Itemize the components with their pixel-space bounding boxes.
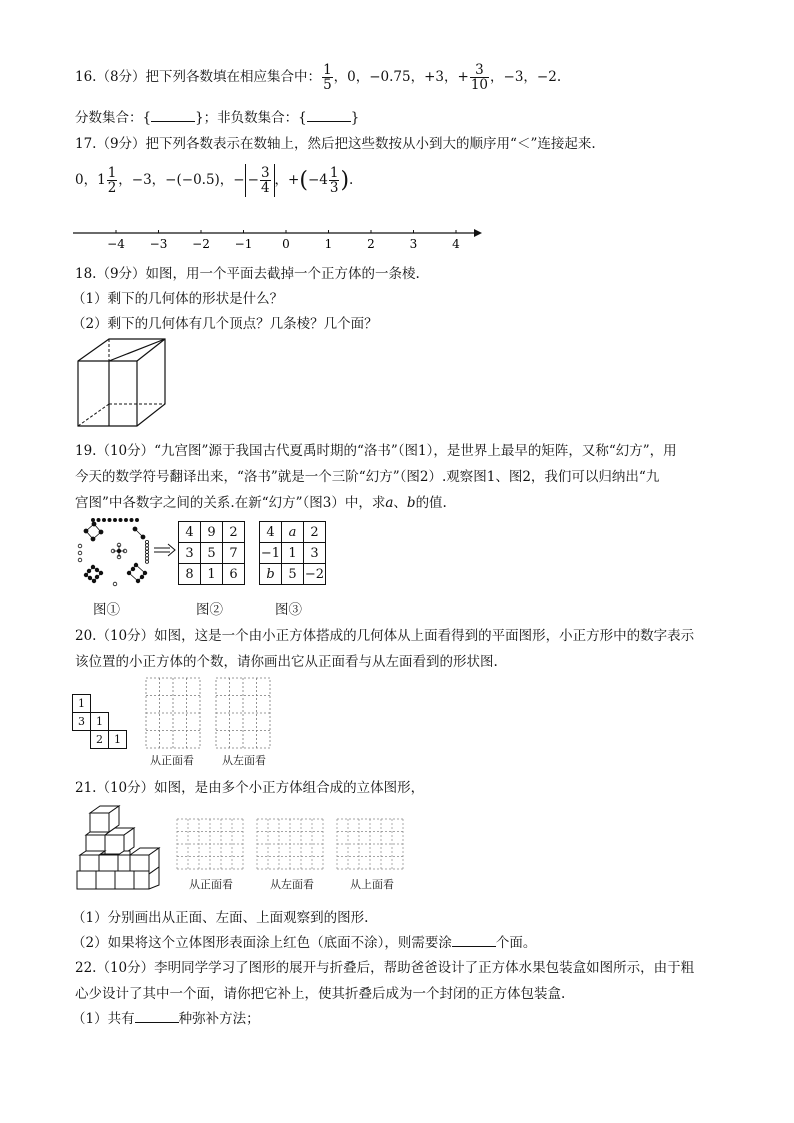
- dot: [145, 544, 148, 547]
- cell: 2: [90, 730, 109, 749]
- q17-numbers: [75, 164, 353, 197]
- magic-square-2: [178, 521, 245, 585]
- numerator: 1: [107, 165, 117, 181]
- text: 个面。: [495, 935, 537, 951]
- grid-cell: a: [282, 522, 304, 543]
- grid-left-view[interactable]: [215, 677, 271, 749]
- cell: 1: [108, 730, 127, 749]
- grid-cell: 4: [260, 522, 282, 543]
- grid-cell: 2: [304, 522, 326, 543]
- number-text: 0，1: [75, 172, 106, 189]
- dot: [145, 547, 148, 550]
- caption-front: 从正面看: [150, 754, 194, 767]
- grid-cell: 2: [223, 522, 245, 543]
- grid-top-view[interactable]: [336, 818, 406, 870]
- grid-cell: 7: [223, 543, 245, 564]
- abs-value: [245, 164, 275, 197]
- denominator: 4: [260, 180, 270, 197]
- number-text: ，+: [274, 172, 300, 189]
- denominator: 2: [107, 180, 117, 197]
- caption-fig2: 图②: [196, 602, 223, 618]
- q18-sub2: （2）剩下的几何体有几个顶点？几条棱？几个面？: [72, 316, 378, 332]
- text: 宫图”中各数字之间的关系.在新“幻方”（图3）中，求: [75, 495, 386, 511]
- denominator: 5: [323, 77, 332, 94]
- denominator: 3: [329, 180, 339, 197]
- luoshu-figure: [73, 515, 178, 590]
- tick-label: 2: [367, 237, 375, 251]
- answer-blank[interactable]: [307, 110, 351, 122]
- text: 、: [393, 495, 407, 511]
- grid-cell: 5: [201, 543, 223, 564]
- tick-label: 4: [452, 237, 460, 251]
- grid-cell: 6: [223, 564, 245, 585]
- numerator: 3: [260, 165, 270, 181]
- text: 的值.: [415, 495, 447, 511]
- dot: [145, 560, 148, 563]
- grid-cell: −2: [304, 564, 326, 585]
- fraction: [329, 166, 340, 195]
- q18-sub1: （1）剩下的几何体的形状是什么？: [72, 291, 284, 307]
- tick-label: −2: [192, 237, 210, 251]
- grid-cell: b: [260, 564, 282, 585]
- paren: ): [340, 168, 350, 194]
- text: （1）共有: [72, 1011, 135, 1027]
- caption-left: 从左面看: [222, 754, 266, 767]
- dot: [91, 518, 94, 521]
- cell: 3: [72, 712, 91, 731]
- q22-sub1: [72, 1007, 260, 1027]
- top-view-figure: [72, 694, 132, 748]
- grid-cell: 5: [282, 564, 304, 585]
- q19-line3: [75, 491, 447, 511]
- q16-sets: [75, 106, 359, 126]
- caption-left: 从左面看: [270, 878, 314, 891]
- tick-label: −3: [149, 237, 168, 251]
- tick-label: −4: [107, 237, 125, 251]
- grid-front-view[interactable]: [145, 677, 201, 749]
- q20-line1: 20.（10分）如图，这是一个由小正方体搭成的几何体从上面看得到的平面图形，小正方形中的数字表示: [75, 628, 695, 644]
- q16-numbers: ，−3，−2.: [490, 69, 562, 86]
- dot: [108, 518, 111, 521]
- q21-sub2: [72, 931, 536, 951]
- fraction: [260, 166, 271, 195]
- q22-line1: 22.（10分）李明同学学习了图形的展开与折叠后，帮助爸爸设计了正方体水果包装盒如图所示，由于粗: [75, 960, 695, 976]
- caption-front: 从正面看: [189, 878, 233, 891]
- magic-square-3: [259, 521, 326, 585]
- q16-head: 16.（8分）把下列各数填在相应集合中：: [75, 69, 322, 86]
- q22-line2: 心少设计了其中一个面，请你把它补上，使其折叠后成为一个封闭的正方体包装盒.: [75, 986, 566, 1002]
- grid-cell: 1: [282, 543, 304, 564]
- tick-label: 0: [282, 237, 290, 251]
- answer-blank[interactable]: [135, 1011, 179, 1023]
- set-label: }: [350, 110, 360, 126]
- grid-cell: 1: [201, 564, 223, 585]
- dot: [124, 518, 127, 521]
- q20-line2: 该位置的小正方体的个数，请你画出它从正面看与从左面看到的形状图.: [75, 654, 498, 670]
- caption-fig3: 图③: [275, 602, 302, 618]
- sign: −: [247, 172, 259, 189]
- numerator: 1: [323, 62, 332, 78]
- denominator: 10: [470, 77, 489, 94]
- text: （2）如果将这个立体图形表面涂上红色（底面不涂），则需要涂: [72, 935, 452, 951]
- grid-left-view[interactable]: [256, 818, 326, 870]
- caption-fig1: 图①: [93, 602, 120, 618]
- variable-a: a: [385, 495, 394, 511]
- set-label: }；非负数集合：{: [195, 110, 307, 126]
- dot: [145, 557, 148, 560]
- tick-label: 1: [324, 237, 333, 251]
- number-text: .: [349, 172, 354, 189]
- fraction: [322, 63, 333, 92]
- caption-top: 从上面看: [350, 878, 394, 891]
- dot: [102, 518, 105, 521]
- number-text: −4: [307, 172, 328, 189]
- grid-front-view[interactable]: [176, 818, 246, 870]
- dot: [119, 518, 122, 521]
- grid-cell: 4: [179, 522, 201, 543]
- answer-blank[interactable]: [151, 110, 195, 122]
- fraction: [470, 63, 489, 92]
- dot: [145, 540, 148, 543]
- number-text: ，−3，−(−0.5)，−: [118, 172, 245, 189]
- q19-line1: 19.（10分）“九宫图”源于我国古代夏禹时期的“洛书”（图1），是世界上最早的矩阵，又称“幻方”，用: [75, 443, 677, 459]
- grid-cell: 8: [179, 564, 201, 585]
- numerator: 1: [329, 165, 339, 181]
- dot: [145, 554, 148, 557]
- q16-numbers: ，0，−0.75，+3，+: [333, 69, 469, 86]
- grid-cell: 3: [304, 543, 326, 564]
- answer-blank[interactable]: [452, 935, 496, 947]
- q18-head: 18.（9分）如图，用一个平面去截掉一个正方体的一条棱.: [75, 266, 420, 282]
- q16-line: [75, 63, 561, 92]
- q17-head: 17.（9分）把下列各数表示在数轴上，然后把这些数按从小到大的顺序用“＜”连接起来.: [75, 136, 596, 152]
- cell: 1: [90, 712, 109, 731]
- q21-sub1: （1）分别画出从正面、左面、上面观察到的图形.: [72, 910, 369, 926]
- cube-stack-figure: [74, 805, 166, 891]
- dot: [145, 550, 148, 553]
- set-label: 分数集合：{: [75, 110, 152, 126]
- fraction: [107, 166, 118, 195]
- dot: [113, 518, 116, 521]
- tick-label: −1: [234, 237, 253, 251]
- cell: 1: [72, 694, 91, 713]
- variable-b: b: [406, 495, 416, 511]
- tick-label: 3: [409, 237, 418, 251]
- grid-cell: −1: [260, 543, 282, 564]
- truncated-cube-figure: [75, 336, 170, 428]
- text: 种弥补方法；: [178, 1011, 260, 1027]
- q19-line2: 今天的数学符号翻译出来，“洛书”就是一个三阶“幻方”（图2）.观察图1、图2，我们可以归纳出“九: [75, 469, 660, 485]
- numerator: 3: [470, 63, 489, 78]
- paren: (: [299, 168, 308, 194]
- number-line: [70, 222, 490, 252]
- dot: [135, 518, 138, 521]
- dot: [130, 518, 133, 521]
- grid-cell: 3: [179, 543, 201, 564]
- q21-head: 21.（10分）如图，是由多个小正方体组合成的立体图形，: [75, 780, 425, 796]
- dot: [97, 518, 100, 521]
- grid-cell: 9: [201, 522, 223, 543]
